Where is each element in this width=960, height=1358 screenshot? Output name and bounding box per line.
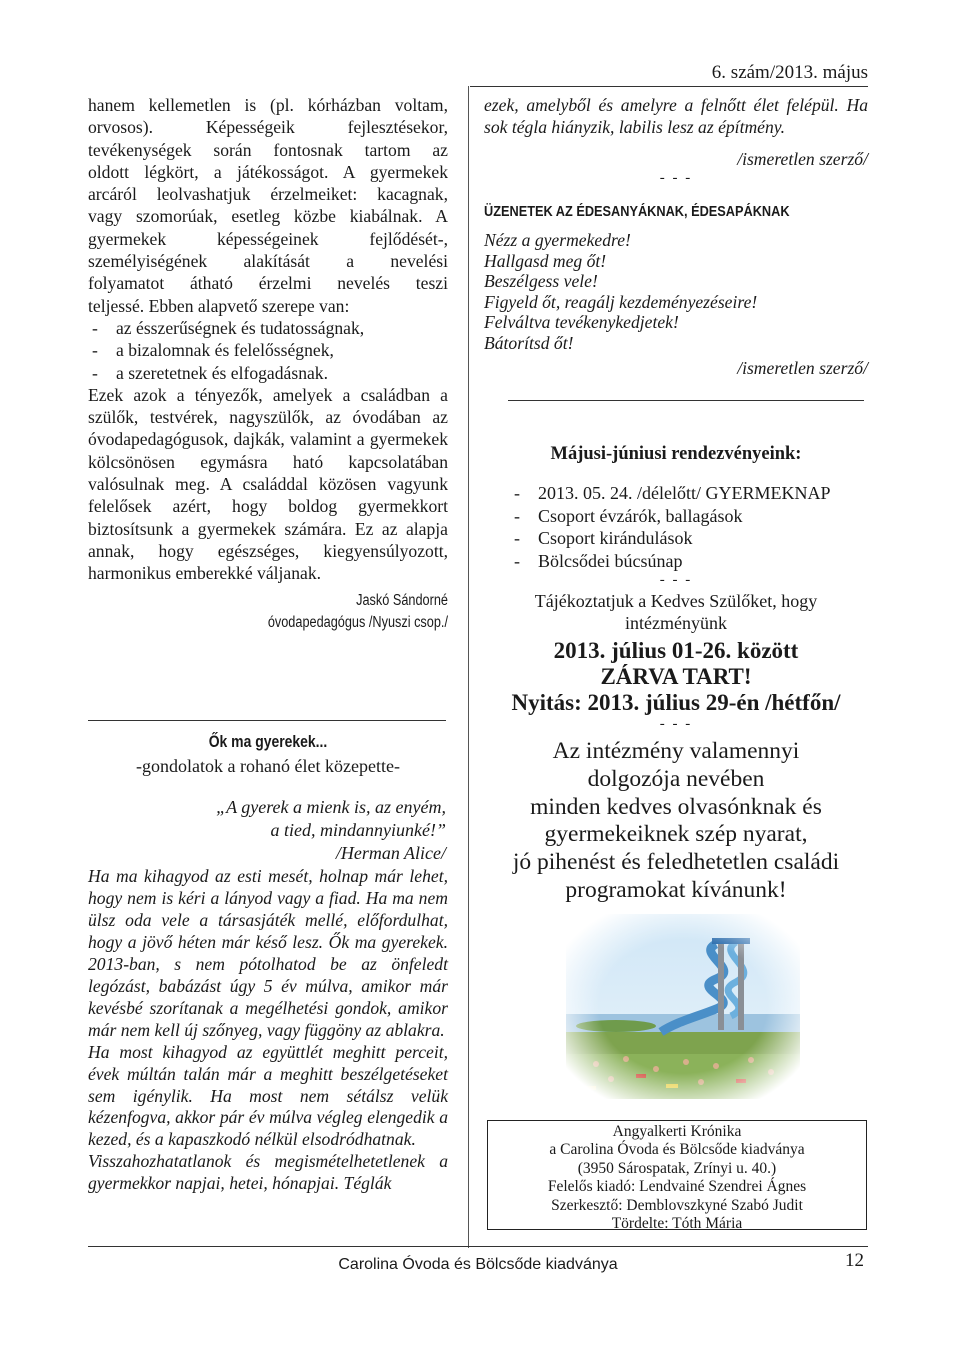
text-line: orvosos). Képességeik fejlesztésekor, <box>88 117 448 138</box>
article-body <box>88 866 448 1195</box>
quote-line: „A gyerek a mienk is, az enyém, <box>216 797 446 817</box>
signature-name: Jaskó Sándorné <box>356 591 448 609</box>
imprint-line: a Carolina Óvoda és Bölcsőde kiadványa <box>549 1141 805 1159</box>
event-item: - Bölcsődei búcsúnap <box>514 550 831 573</box>
text-line: tevékenységek során fontosnak tartom az <box>88 139 448 160</box>
list-item: - a bizalomnak és felelősségnek, <box>92 339 448 361</box>
separator-dashes: - - - <box>659 170 693 186</box>
list-item: - a szeretetnek és elfogadásnak. <box>92 362 448 384</box>
closed-dates: 2013. július 01-26. között <box>553 638 799 663</box>
wish-line: dolgozója nevében <box>587 765 765 792</box>
text-line: hanem kellemetlen is (pl. kórházban voltam, <box>88 95 448 115</box>
author-credit: /ismeretlen szerző/ <box>737 149 868 169</box>
imprint-line: Szerkesztő: Demblovszkyné Szabó Judit <box>551 1196 803 1214</box>
separator-dashes: - - - <box>659 572 693 588</box>
messages-title: ÜZENETEK AZ ÉDESANYÁKNAK, ÉDESAPÁKNAK <box>484 203 790 220</box>
page-number: 12 <box>845 1250 864 1271</box>
beach-waterslide-photo <box>566 914 800 1099</box>
notice-line: intézményünk <box>625 613 727 633</box>
summer-wishes <box>484 738 868 905</box>
message-line: Bátorítsd őt! <box>484 332 574 353</box>
article-paragraph: Ha ma kihagyod az esti mesét, holnap már lehet, hogy nem is kéri a lányod vagy a fiad. Ha ma nem ülsz oda vele a társasjáték mellé, előfordulhat, hogy a jövő héten már késő lesz. Ők ma gyerekek. 2013-ban, s nem pótolhatod be az önfeledt legózást, babázást úgy 5 év múlva, amikor már kevésbé szorítanak a megélhetési gondok, amikor már nem kell új szőnyeg, vagy függöny az ablakra. <box>88 866 448 1040</box>
quote-line: a tied, mindannyiunké!” <box>270 820 446 840</box>
event-item: - Csoport évzárók, ballagások <box>514 505 831 528</box>
imprint-line: Felelős kiadó: Lendvainé Szendrei Ágnes <box>547 1178 807 1196</box>
imprint-box <box>487 1120 867 1233</box>
column-divider <box>468 86 469 1248</box>
body-paragraph: Ezek azok a tényezők, amelyek a családban a szülők, testvérek, nagyszülők, az óvodában az óvodapedagógusok, dajkák, valamint a gyermekek kölcsönösen egymásra ható kapcsolatában valósulnak meg. A családdal közösen vagyunk felelősek azért, hogy boldog gyermekkort biztosítsunk a gyermekek számára. Ez az alapja annak, hogy egészséges, kiegyensúlyozott, harmonikus emberekké váljanak. <box>88 384 448 584</box>
separator-dashes: - - - <box>659 716 693 732</box>
article-title: Ők ma gyerekek... <box>208 732 328 751</box>
opening-date: Nyitás: 2013. július 29-én /hétfőn/ <box>511 690 841 715</box>
notice-text <box>484 590 868 634</box>
wish-line: minden kedves olvasónknak és <box>530 793 822 820</box>
message-line: Felváltva tevékenykedjetek! <box>484 312 679 332</box>
text-line: gyermekek képességeinek fejlődését-, <box>88 228 448 249</box>
section-divider <box>88 720 446 721</box>
text-line: oldott légkört, a játékosságot. A gyermekek <box>88 161 448 182</box>
article-paragraph: Ha most kihagyod az együttlét meghitt perceit, évek múltán talán már a meghitt beszélgetéseket sem igénylik. Ha most nem sétálsz velük kézenfogva, akkor pár év múlva végleg elengedik a kezed, és a kapaszkodó nélkül elsodródhatnak. <box>88 1041 448 1150</box>
left-column <box>88 94 448 633</box>
imprint-line: Tördelte: Tóth Mária <box>611 1215 743 1233</box>
event-item: - 2013. 05. 24. /délelőtt/ GYERMEKNAP <box>514 482 831 505</box>
motto-quote <box>150 796 446 865</box>
footer-text: Carolina Óvoda és Bölcsőde kiadványa <box>338 1256 618 1273</box>
closed-notice: ZÁRVA TART! <box>600 664 752 689</box>
article-paragraph: Visszahozhatatlanok és megismételhetetlenek a gyermekkor napjai, hetei, hónapjai. Téglák <box>88 1151 448 1194</box>
events-list <box>514 482 831 572</box>
footer-rule <box>88 1246 868 1247</box>
event-item: - Csoport kirándulások <box>514 527 831 550</box>
quote-author: /Herman Alice/ <box>335 843 446 863</box>
notice-line: Tájékoztatjuk a Kedves Szülőket, hogy <box>534 591 818 611</box>
values-list <box>92 317 448 384</box>
signature-role: óvodapedagógus /Nyuszi csop./ <box>267 613 448 631</box>
message-line: Nézz a gyermekedre! <box>484 230 631 250</box>
section-divider <box>508 400 864 401</box>
messages-list <box>484 230 868 353</box>
header-rule <box>470 86 868 87</box>
message-line: Figyeld őt, reagálj kezdeményezéseire! <box>484 291 758 312</box>
wish-line: jó pihenést és feledhetetlen családi <box>512 849 840 876</box>
author-credit: /ismeretlen szerző/ <box>737 358 868 378</box>
message-line: Beszélgess vele! <box>484 271 598 291</box>
list-item: - az ésszerűségnek és tudatosságnak, <box>92 317 448 339</box>
text-line: vagy szomorúak, esetleg közbe kiabálnak. A <box>88 206 448 227</box>
imprint-line: Angyalkerti Krónika <box>612 1123 742 1140</box>
wish-line: programokat kívánunk! <box>565 876 787 903</box>
right-column <box>484 94 868 379</box>
wish-line: Az intézmény valamennyi <box>552 738 800 764</box>
issue-number: 6. szám/2013. május <box>711 62 868 83</box>
text-line: teljessé. Ebben alapvető szerepe van: <box>88 295 350 316</box>
wish-line: gyermekeiknek szép nyarat, <box>544 821 808 848</box>
text-line: folyamatot átható érzelmi nevelés teszi <box>88 273 448 294</box>
article-continuation: ezek, amelyből és amelyre a felnőtt élet felépül. Ha sok tégla hiányzik, labilis lesz az építmény. <box>484 95 868 137</box>
text-line: arcáról leolvashatjuk érzelmeiket: kacagnak, <box>88 184 448 205</box>
article-subtitle: -gondolatok a rohanó élet közepette- <box>136 756 400 776</box>
imprint-line: (3950 Sárospatak, Zrínyi u. 40.) <box>577 1159 777 1177</box>
events-title: Májusi-júniusi rendezvényeink: <box>550 444 802 464</box>
text-line: személyiségének alakítását a nevelési <box>88 251 448 272</box>
message-line: Hallgasd meg őt! <box>484 250 607 271</box>
